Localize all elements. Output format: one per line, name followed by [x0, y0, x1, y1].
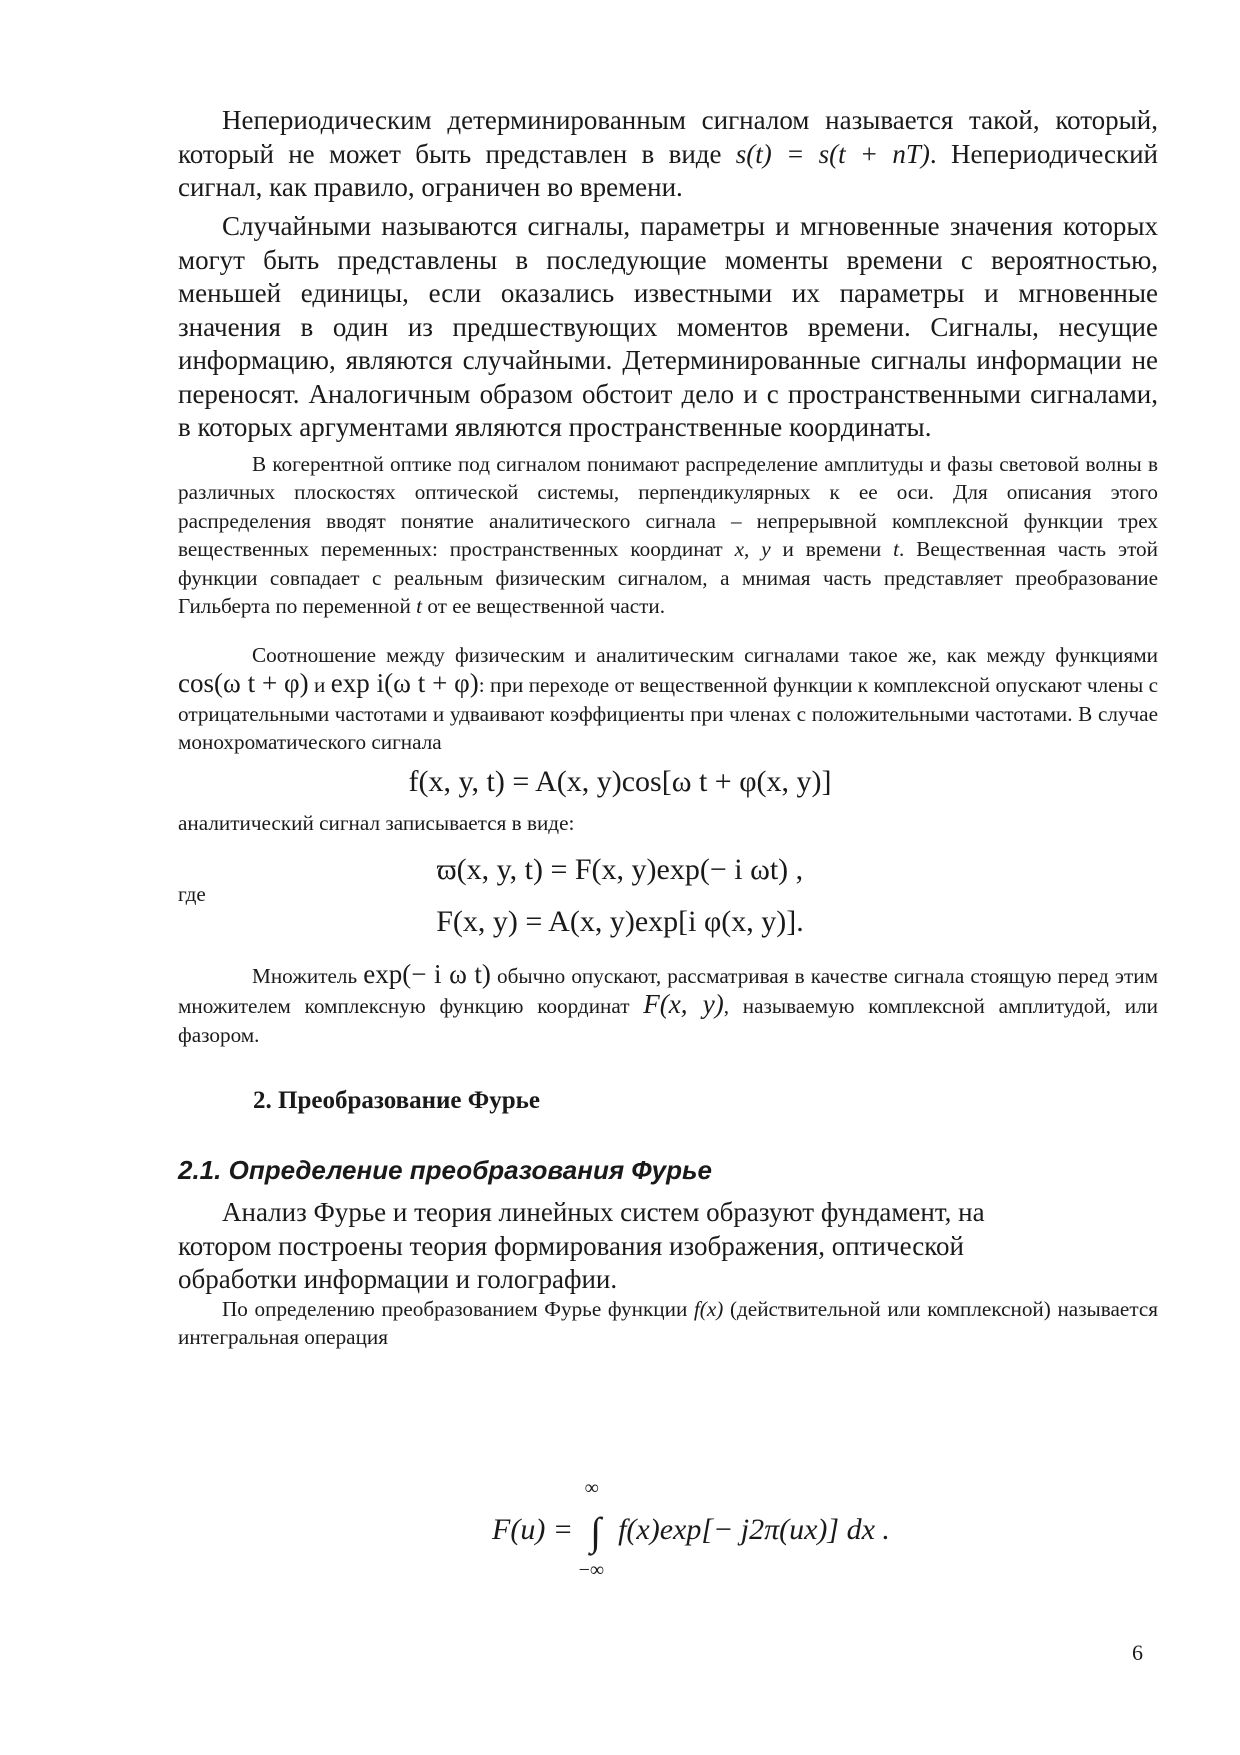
integral-symbol: ∫ — [590, 1509, 602, 1554]
formula-rhs: f(x)exp[− j2π(ux)] dx . — [618, 1512, 890, 1546]
text-run: Множитель — [252, 964, 364, 988]
var-t: t — [416, 594, 423, 619]
integral-lower-limit: −∞ — [578, 1559, 605, 1581]
text-run: : при переходе от вещественной функции к комплексной опускают члены с отрицательными частотами и удваивают коэффициенты при членах с положительными частотами. В случае монохроматического сигнала — [178, 673, 1158, 755]
text-run: от ее вещественной части. — [422, 594, 666, 619]
integral-upper-limit: ∞ — [584, 1477, 599, 1499]
paragraph-fourier-definition — [178, 1295, 1158, 1352]
inline-formula-F: F(x, y) — [643, 989, 724, 1020]
text-run: . Вещественная часть этой функции совпадает с реальным физическим сигналом, а мнимая часть представляет преобразование Гильберта по переменной — [178, 537, 1158, 619]
text-run: По определению преобразованием Фурье функции — [222, 1297, 694, 1321]
text-run: Соотношение между физическим и аналитическим сигналами такое же, как между функциями — [252, 643, 1158, 667]
paragraph-random-signals: Случайными называются сигналы, параметры и мгновенные значения которых могут быть представлены в последующие моменты времени с вероятностью, меньшей единицы, если оказались известными их параметры и мгновенные значения в один из предшествующих моментов времени. Сигналы, несущие информацию, являются случайными. Детерминированные сигналы информации не переносят. Аналогичным образом обстоит дело и с пространственными сигналами, в которых аргументами являются пространственные координаты. — [178, 211, 1158, 442]
inline-formula-fx: f(x) — [693, 1297, 724, 1321]
formula-complex-amplitude: F(x, y) = A(x, y)exp[i φ(x, y)]. — [436, 905, 804, 938]
text-run: , — [744, 537, 762, 562]
label-where: где — [178, 882, 206, 906]
formula-lhs: F(u) = — [492, 1512, 574, 1546]
text-run: . Непериодический сигнал, как правило, ограничен во времени. — [178, 138, 1158, 202]
inline-formula-periodicity: s(t) = s(t + nT) — [735, 138, 930, 169]
text-run: (действительной или комплексной) называется интегральная операция — [178, 1297, 1158, 1350]
paragraph-fourier-analysis: Анализ Фурье и теория линейных систем образуют фундамент, на котором построены теория формирования изображения, оптической обработки информации и голографии. — [178, 1197, 985, 1294]
paragraph-coherent-optics — [178, 450, 1158, 620]
formula-analytic-signal: ϖ(x, y, t) = F(x, y)exp(− i ωt) , — [436, 853, 804, 886]
formula-monochromatic-signal: f(x, y, t) = A(x, y)cos[ω t + φ(x, y)] — [408, 765, 832, 798]
text-run: Непериодическим детерминированным сигналом называется такой, который, который не может быть представлен в виде — [178, 105, 1158, 169]
paragraph-nonperiodic — [178, 104, 1158, 205]
section-heading-fourier: 2. Преобразование Фурье — [253, 1087, 540, 1114]
integral-sign — [578, 1477, 611, 1581]
inline-formula-exp: exp i(ω t + φ) — [330, 668, 479, 699]
text-run: обычно опускают, рассматривая в качестве сигнала стоящую перед этим множителем комплексную функцию координат — [178, 964, 1158, 1019]
inline-formula-cos: cos(ω t + φ) — [178, 668, 309, 699]
text-run: и — [308, 673, 331, 698]
var-t: t — [893, 537, 900, 562]
paragraph-phasor — [178, 960, 1158, 1049]
paragraph-analytic-relation — [178, 641, 1158, 757]
subsection-heading-fourier-definition: 2.1. Определение преобразования Фурье — [178, 1155, 712, 1185]
text-run: В когерентной оптике под сигналом понимают распределение амплитуды и фазы световой волны в различных плоскостях оптической системы, перпендикулярных к ее оси. Для описания этого распределения вводят понятие аналитического сигнала – непрерывной комплексной функции трех вещественных переменных: пространственных координат — [178, 452, 1158, 562]
formula-fourier-transform — [492, 1477, 890, 1581]
var-x: x — [734, 537, 744, 562]
text-run: , называемую комплексной амплитудой, или фазором. — [178, 994, 1159, 1047]
paragraph-analytic-written: аналитический сигнал записывается в виде: — [178, 811, 575, 835]
text-run: и времени — [770, 537, 894, 562]
inline-formula-exp-factor: exp(− i ω t) — [363, 959, 491, 989]
page-number: 6 — [1132, 1640, 1143, 1665]
var-y: y — [761, 537, 771, 562]
